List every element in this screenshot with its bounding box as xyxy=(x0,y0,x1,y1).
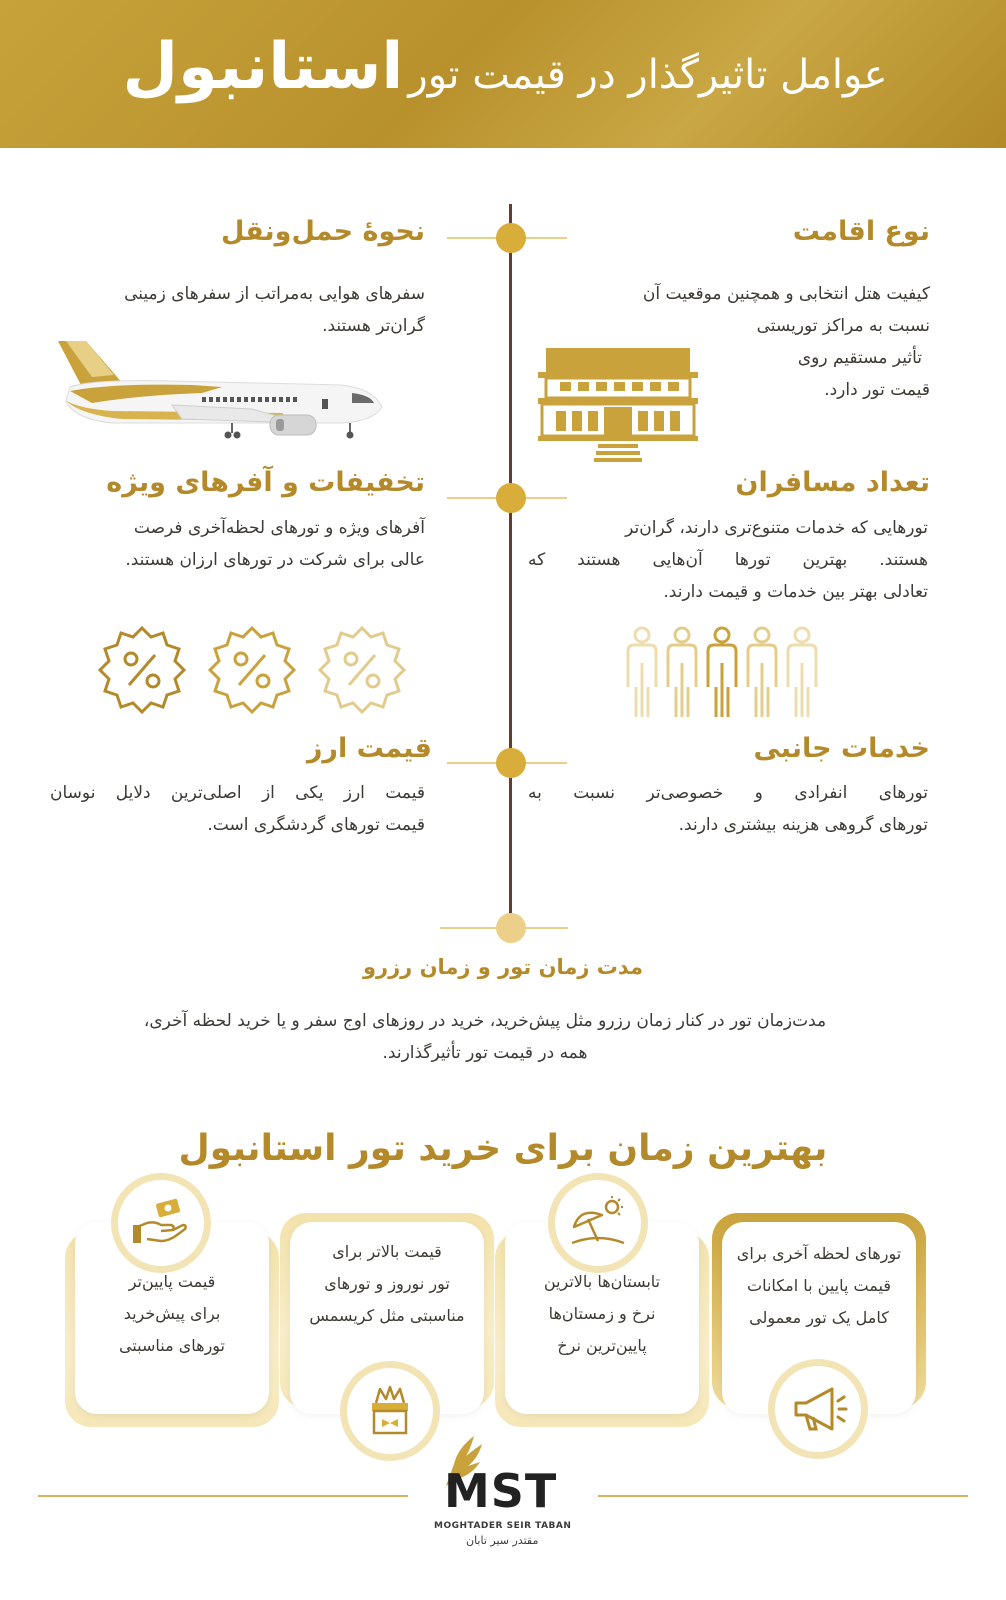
page-title xyxy=(40,30,970,104)
services-line: تورهای انفرادی و خصوصی‌تر نسبت به xyxy=(528,783,928,803)
best-time-title: بهترین زمان برای خرید تور استانبول xyxy=(178,1128,828,1169)
card-line: قیمت پایین‌تر xyxy=(128,1272,216,1291)
card-line: برای پیش‌خرید xyxy=(123,1304,221,1323)
travelers-line: تورهایی که خدمات متنوع‌تری دارند، گران‌تر xyxy=(625,518,928,538)
transport-text xyxy=(50,278,425,342)
services-title: خدمات جانبی xyxy=(753,733,930,764)
logo-name-fa: مقتدر سیر تابان xyxy=(466,1534,539,1547)
transport-line: سفرهای هوایی به‌مراتب از سفرهای زمینی xyxy=(124,284,425,304)
timeline-line xyxy=(509,204,512,926)
duration-text xyxy=(55,1005,915,1069)
travelers-line: تعادلی بهتر بین خدمات و قیمت دارند. xyxy=(663,582,928,602)
card-line: کامل یک تور معمولی xyxy=(749,1308,889,1327)
discounts-line: عالی برای شرکت در تورهای ارزان هستند. xyxy=(125,550,425,570)
people-group-icon xyxy=(622,625,822,720)
currency-line: قیمت ارز یکی از اصلی‌ترین دلایل نوسان xyxy=(50,783,425,803)
card-line: نرخ و زمستان‌ها xyxy=(548,1304,656,1323)
transport-line: گران‌تر هستند. xyxy=(322,316,425,336)
logo-mark: MST xyxy=(444,1464,558,1518)
timeline-node xyxy=(496,748,526,778)
airplane-icon xyxy=(52,335,387,445)
currency-line: قیمت تورهای گردشگری است. xyxy=(207,815,425,835)
card-text xyxy=(722,1222,916,1334)
page-title-main: استانبول xyxy=(122,30,404,104)
card-line: تورهای مناسبتی xyxy=(118,1336,226,1355)
card-text xyxy=(290,1222,484,1332)
accommodation-title: نوع اقامت xyxy=(792,216,930,247)
card-line: قیمت بالاتر برای xyxy=(332,1242,442,1261)
megaphone-icon xyxy=(775,1366,861,1452)
discounts-line: آفرهای ویژه و تورهای لحظه‌آخری فرصت xyxy=(133,518,425,538)
gift-box-icon xyxy=(347,1368,433,1454)
card-line: تور نوروز و تورهای xyxy=(324,1274,450,1293)
services-text xyxy=(528,777,928,841)
currency-text xyxy=(50,777,425,841)
travelers-text xyxy=(528,512,928,608)
duration-line: مدت‌زمان تور در کنار زمان رزرو مثل پیش‌خرید، خرید در روزهای اوج سفر و یا خرید لحظه آخری، xyxy=(143,1011,827,1031)
company-logo xyxy=(432,1434,572,1554)
discounts-text xyxy=(50,512,425,576)
duration-line: همه در قیمت تور تأثیرگذارند. xyxy=(382,1043,588,1063)
discount-badge-icon xyxy=(97,625,187,715)
services-line: تورهای گروهی هزینه بیشتری دارند. xyxy=(678,815,928,835)
discounts-title: تخفیفات و آفرهای ویژه xyxy=(106,467,425,498)
hotel-icon xyxy=(538,345,698,463)
footer-divider xyxy=(598,1495,968,1497)
travelers-title: تعداد مسافران xyxy=(735,467,930,498)
duration-title: مدت زمان تور و زمان رزرو xyxy=(362,955,644,979)
discount-badge-icon xyxy=(317,625,407,715)
accommodation-line: کیفیت هتل انتخابی و همچنین موقعیت آن xyxy=(642,284,930,304)
timeline-node xyxy=(496,913,526,943)
card-line: پایین‌ترین نرخ xyxy=(557,1336,647,1355)
card-line: تورهای لحظه آخری برای xyxy=(736,1244,902,1263)
discount-badge-icon xyxy=(207,625,297,715)
card-line: مناسبتی مثل کریسمس xyxy=(309,1306,465,1325)
beach-umbrella-icon xyxy=(555,1180,641,1266)
money-hand-icon xyxy=(118,1180,204,1266)
timeline-node xyxy=(496,483,526,513)
card-line: قیمت پایین با امکانات xyxy=(747,1276,891,1295)
footer-divider xyxy=(38,1495,408,1497)
currency-title: قیمت ارز xyxy=(306,733,432,764)
transport-title: نحوهٔ حمل‌ونقل xyxy=(221,216,425,247)
accommodation-line: قیمت تور دارد. xyxy=(824,380,930,400)
page-title-prefix: عوامل تاثیرگذار در قیمت تور xyxy=(408,52,888,98)
timeline-node xyxy=(496,223,526,253)
card-line: تابستان‌ها بالاترین xyxy=(543,1272,661,1291)
accommodation-line: نسبت به مراکز توریستی xyxy=(756,316,930,336)
accommodation-line: تأثیر مستقیم روی xyxy=(797,348,922,368)
travelers-line: هستند. بهترین تورها آن‌هایی هستند که xyxy=(528,550,928,570)
logo-name-en: MOGHTADER SEIR TABAN xyxy=(434,1521,572,1531)
